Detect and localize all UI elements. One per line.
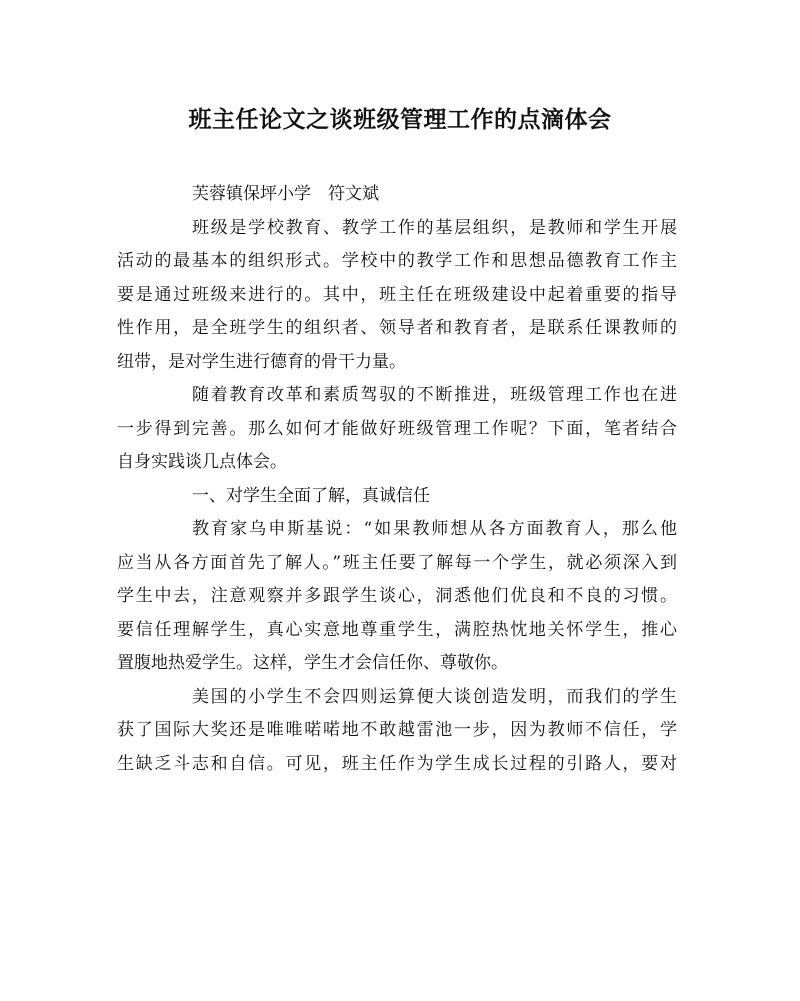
- paragraph-line: 要信任理解学生，真心实意地尊重学生，满腔热忱地关怀学生，推心: [117, 619, 677, 640]
- author-line: 芙蓉镇保坪小学 符文斌: [192, 184, 379, 204]
- paragraph-line: 置腹地热爱学生。这样，学生才会信任你、尊敬你。: [117, 653, 508, 673]
- paragraph-line: 教育家乌申斯基说：“如果教师想从各方面教育人，那么他: [192, 519, 677, 539]
- paragraph-line: 性作用，是全班学生的组织者、领导者和教育者，是联系任课教师的: [117, 318, 677, 338]
- paragraph-line: 活动的最基本的组织形式。学校中的教学工作和思想品德教育工作主: [117, 251, 677, 271]
- section-heading: 一、对学生全面了解，真诚信任: [192, 485, 430, 506]
- paragraph-line: 随着教育改革和素质驾驭的不断推进，班级管理工作也在进: [192, 385, 677, 405]
- paragraph-line: 班级是学校教育、教学工作的基层组织，是教师和学生开展: [192, 217, 677, 238]
- paragraph-line: 美国的小学生不会四则运算便大谈创造发明，而我们的学生: [192, 686, 677, 707]
- paragraph-line: 要是通过班级来进行的。其中，班主任在班级建设中起着重要的指导: [117, 284, 677, 305]
- paragraph-line: 生缺乏斗志和自信。可见，班主任作为学生成长过程的引路人，要对: [117, 753, 677, 774]
- document-title: 班主任论文之谈班级管理工作的点滴体会: [188, 106, 612, 133]
- paragraph-line: 获了国际大奖还是唯唯喏喏地不敢越雷池一步，因为教师不信任，学: [117, 720, 677, 740]
- paragraph-line: 一步得到完善。那么如何才能做好班级管理工作呢？下面，笔者结合: [117, 418, 677, 439]
- paragraph-line: 纽带，是对学生进行德育的骨干力量。: [117, 351, 406, 372]
- paragraph-line: 应当从各方面首先了解人。”班主任要了解每一个学生，就必须深入到: [117, 552, 677, 573]
- paragraph-line: 学生中去，注意观察并多跟学生谈心，洞悉他们优良和不良的习惯。: [117, 586, 677, 606]
- document-body: [117, 178, 677, 781]
- paragraph-line: 自身实践谈几点体会。: [117, 452, 287, 472]
